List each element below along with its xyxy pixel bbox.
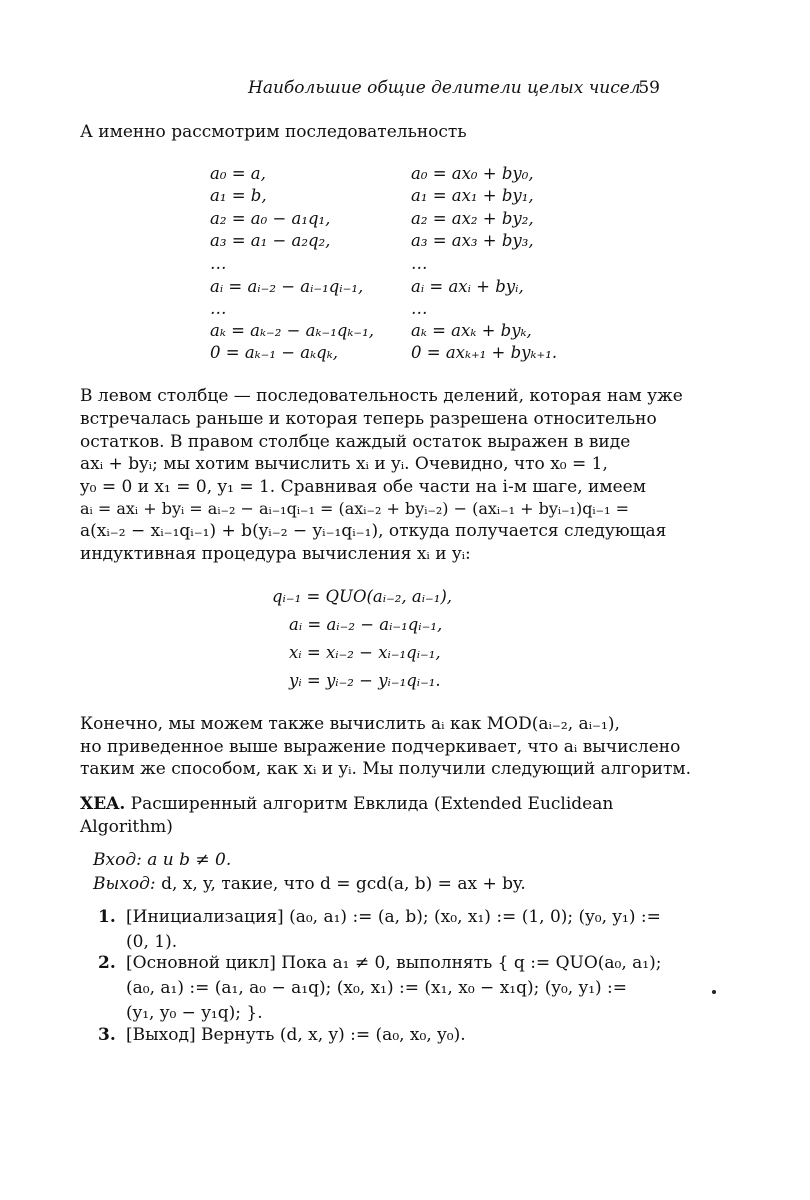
page-number: 59 (638, 78, 660, 98)
p2-line-1: но приведенное выше выражение подчеркивает, что aᵢ вычислено (80, 737, 681, 757)
seq-left-7: aₖ = aₖ₋₂ − aₖ₋₁qₖ₋₁, (210, 321, 374, 340)
seq-right-3: a₃ = ax₃ + by₃, (411, 231, 534, 250)
seq-right-6: … (411, 299, 428, 318)
p1-line-5: aᵢ = axᵢ + byᵢ = aᵢ₋₂ − aᵢ₋₁qᵢ₋₁ = (axᵢ₋₂ + byᵢ₋₂) − (axᵢ₋₁ + byᵢ₋₁)qᵢ₋₁ = (80, 499, 629, 518)
p1-line-1: встречалась раньше и которая теперь разрешена относительно (80, 409, 657, 429)
input-text: a и b ≠ 0. (147, 850, 232, 870)
seq-left-6: … (210, 299, 227, 318)
p1-line-2: остатков. В правом столбце каждый остаток выражен в виде (80, 432, 631, 452)
step-2-line-0: [Основной цикл] Пока a₁ ≠ 0, выполнять { q := QUO(a₀, a₁); (126, 953, 662, 973)
step-3-line-0: [Выход] Вернуть (d, x, y) := (a₀, x₀, y₀). (126, 1025, 466, 1045)
algorithm-title: Расширенный алгоритм Евклида (Extended Euclidean (130, 794, 614, 814)
seq-left-2: a₂ = a₀ − a₁q₁, (210, 209, 331, 228)
seq-left-1: a₁ = b, (210, 186, 267, 205)
margin-dot (712, 990, 716, 994)
seq-left-3: a₃ = a₁ − a₂q₂, (210, 231, 331, 250)
proc-line-0: qᵢ₋₁ = QUO(aᵢ₋₂, aᵢ₋₁), (272, 587, 453, 606)
running-title: Наибольшие общие делители целых чисел (248, 78, 641, 98)
proc-line-1: aᵢ = aᵢ₋₂ − aᵢ₋₁qᵢ₋₁, (289, 615, 443, 634)
intro-line: А именно рассмотрим последовательность (80, 122, 467, 142)
algorithm-name: XEA. (80, 794, 126, 814)
step-2-line-1: (a₀, a₁) := (a₁, a₀ − a₁q); (x₀, x₁) := (x₁, x₀ − x₁q); (y₀, y₁) := (126, 978, 628, 998)
step-1-number: 1. (98, 907, 116, 927)
algorithm-step-3 (98, 1022, 673, 1048)
p1-line-4: y₀ = 0 и x₁ = 0, y₁ = 1. Сравнивая обе части на i-м шаге, имеем (80, 477, 646, 497)
p1-line-3: axᵢ + byᵢ; мы хотим вычислить xᵢ и yᵢ. Очевидно, что x₀ = 1, (80, 454, 608, 474)
proc-line-2: xᵢ = xᵢ₋₂ − xᵢ₋₁qᵢ₋₁, (289, 643, 441, 662)
algorithm-step-2 (98, 950, 673, 1028)
proc-line-3: yᵢ = yᵢ₋₂ − yᵢ₋₁qᵢ₋₁. (289, 671, 441, 690)
seq-right-4: … (411, 254, 428, 273)
step-1-line-1: (0, 1). (126, 932, 178, 952)
step-1-line-0: [Инициализация] (a₀, a₁) := (a, b); (x₀, x₁) := (1, 0); (y₀, y₁) := (126, 907, 661, 927)
seq-right-2: a₂ = ax₂ + by₂, (411, 209, 534, 228)
algorithm-output (93, 872, 678, 896)
input-label: Вход: (93, 850, 142, 870)
algorithm-input (93, 848, 678, 872)
p1-line-0: В левом столбце — последовательность делений, которая нам уже (80, 386, 683, 406)
seq-right-1: a₁ = ax₁ + by₁, (411, 186, 534, 205)
p1-line-6: a(xᵢ₋₂ − xᵢ₋₁qᵢ₋₁) + b(yᵢ₋₂ − yᵢ₋₁qᵢ₋₁), откуда получается следующая (80, 521, 667, 541)
seq-right-7: aₖ = axₖ + byₖ, (411, 321, 532, 340)
p2-line-2: таким же способом, как xᵢ и yᵢ. Мы получили следующий алгоритм. (80, 759, 691, 779)
seq-left-4: … (210, 254, 227, 273)
step-2-line-2: (y₁, y₀ − y₁q); }. (126, 1003, 263, 1023)
seq-left-0: a₀ = a, (210, 164, 266, 183)
seq-left-8: 0 = aₖ₋₁ − aₖqₖ, (210, 343, 338, 362)
output-text: d, x, y, такие, что d = gcd(a, b) = ax + by. (161, 874, 526, 894)
step-3-number: 3. (98, 1025, 116, 1045)
seq-right-0: a₀ = ax₀ + by₀, (411, 164, 534, 183)
output-label: Выход: (93, 874, 156, 894)
p1-line-7: индуктивная процедура вычисления xᵢ и yᵢ: (80, 544, 471, 564)
step-2-number: 2. (98, 953, 116, 973)
algorithm-step-1 (98, 904, 673, 956)
algorithm-title-line-1 (80, 792, 665, 816)
seq-right-8: 0 = axₖ₊₁ + byₖ₊₁. (411, 343, 558, 362)
p2-line-0: Конечно, мы можем также вычислить aᵢ как MOD(aᵢ₋₂, aᵢ₋₁), (80, 714, 620, 734)
seq-right-5: aᵢ = axᵢ + byᵢ, (411, 277, 524, 296)
seq-left-5: aᵢ = aᵢ₋₂ − aᵢ₋₁qᵢ₋₁, (210, 277, 364, 296)
running-header (248, 78, 660, 102)
algorithm-title-line-2: Algorithm) (80, 817, 173, 837)
